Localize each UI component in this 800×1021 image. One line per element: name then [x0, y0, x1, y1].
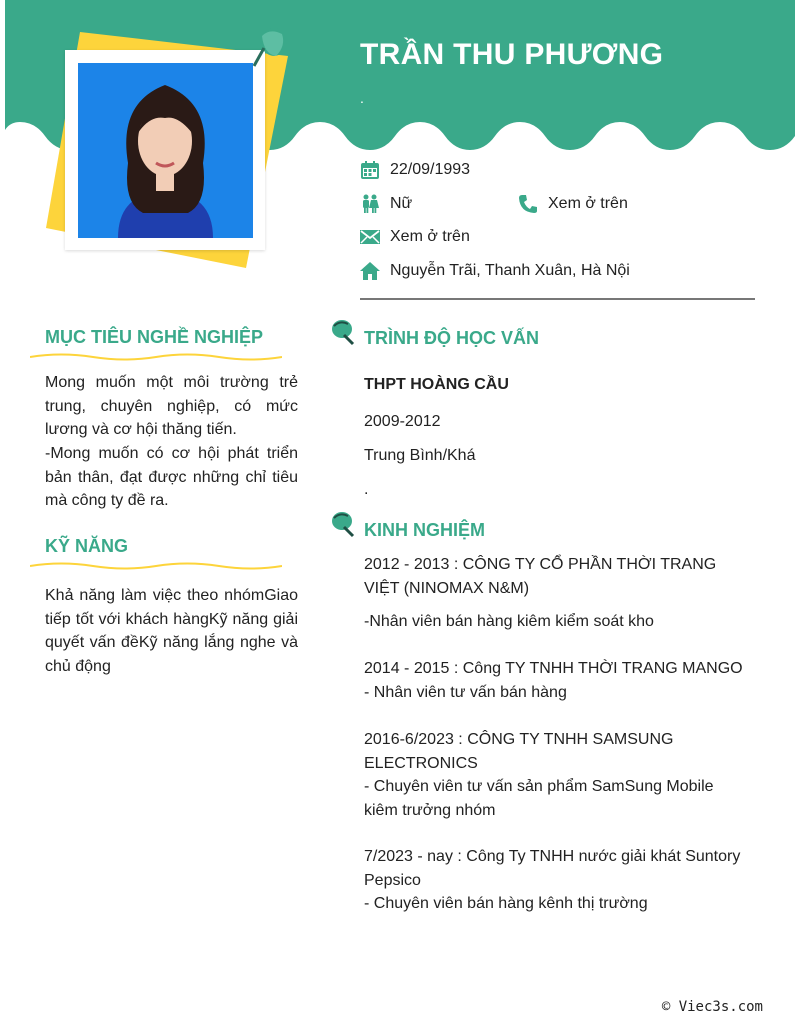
education-grade: Trung Bình/Khá: [364, 447, 476, 464]
skills-underline: [30, 561, 282, 571]
education-title: TRÌNH ĐỘ HỌC VẤN: [364, 328, 539, 348]
phone-text: Xem ở trên: [548, 195, 628, 212]
experience-heading-2: 2014 - 2015 : Công TY TNHH THỜI TRANG MANGO: [364, 660, 743, 677]
pushpin-icon: [330, 510, 356, 538]
candidate-subtitle: .: [360, 90, 364, 106]
education-years: 2009-2012: [364, 413, 441, 430]
experience-heading-1: 2012 - 2013 : CÔNG TY CỔ PHẦN THỜI TRANG VIỆT (NINOMAX N&M): [364, 556, 717, 597]
skills-title: KỸ NĂNG: [45, 536, 129, 556]
birthday-row: [360, 160, 470, 180]
objective-underline: [30, 352, 282, 362]
home-icon: [360, 261, 380, 281]
experience-heading-4: 7/2023 - nay : Công Ty TNHH nước giải khát Suntory Pepsico: [364, 848, 741, 889]
pushpin-icon: [330, 318, 356, 346]
phone-icon: [518, 194, 538, 214]
gender-icon: [360, 194, 380, 214]
email-icon: [360, 227, 380, 247]
address-row: [360, 261, 630, 281]
phone-row: [518, 194, 628, 214]
email-text: Xem ở trên: [390, 228, 470, 245]
experience-heading-3: 2016-6/2023 : CÔNG TY TNHH SAMSUNG ELECTRONICS: [364, 731, 674, 772]
candidate-name: TRẦN THU PHƯƠNG: [360, 38, 664, 71]
experience-title: KINH NGHIỆM: [364, 520, 485, 540]
education-school: THPT HOÀNG CẦU: [364, 376, 509, 393]
objective-text-2: -Mong muốn có cơ hội phát triển bản thân, đạt được những chỉ tiêu mà công ty đề ra.: [45, 445, 298, 509]
pushpin-icon: [248, 24, 290, 72]
gender-row: [360, 194, 412, 214]
experience-detail-1: -Nhân viên bán hàng kiêm kiểm soát kho: [364, 613, 654, 630]
footer-credit[interactable]: © Viec3s.com: [661, 999, 763, 1015]
birthday-text: 22/09/1993: [390, 161, 471, 178]
objective-title: MỤC TIÊU NGHỀ NGHIỆP: [45, 327, 264, 347]
contact-divider: [360, 298, 755, 300]
address-text: Nguyễn Trãi, Thanh Xuân, Hà Nội: [390, 262, 630, 279]
experience-detail-3: - Chuyên viên tư vấn sản phẩm SamSung Mobile kiêm trưởng nhóm: [364, 778, 714, 819]
experience-detail-4: - Chuyên viên bán hàng kênh thị trường: [364, 895, 648, 912]
objective-text-1: Mong muốn một môi trường trẻ trung, chuyên nghiệp, có mức lương và cơ hội thăng tiến.: [45, 374, 298, 438]
email-row: [360, 227, 470, 247]
gender-text: Nữ: [390, 195, 413, 212]
experience-detail-2: - Nhân viên tư vấn bán hàng: [364, 684, 567, 701]
calendar-icon: [360, 160, 380, 180]
skills-text: Khả năng làm việc theo nhómGiao tiếp tốt với khách hàngKỹ năng giải quyết vấn đềKỹ năng lắng nghe và chủ động: [45, 587, 298, 675]
avatar: [78, 63, 253, 238]
education-note: .: [364, 481, 369, 498]
